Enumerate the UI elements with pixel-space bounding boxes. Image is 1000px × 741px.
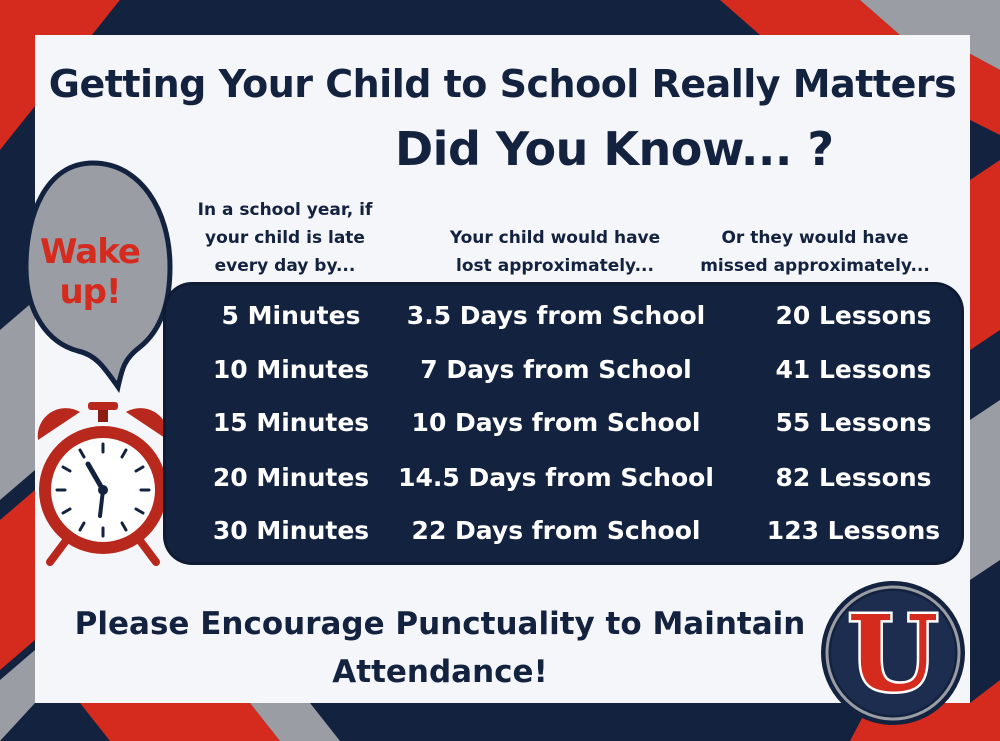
late-cell: 30 Minutes — [212, 516, 370, 545]
lessons-cell: 55 Lessons — [775, 408, 932, 437]
column-header-late: In a school year, if your child is late every day by... — [197, 200, 373, 276]
lessons-cell: 123 Lessons — [766, 516, 941, 545]
page-title: Getting Your Child to School Really Matters — [48, 62, 957, 106]
column-header-lessons-missed: Or they would have missed approximately... — [700, 228, 930, 276]
table-row — [166, 345, 961, 395]
late-cell: 20 Minutes — [212, 463, 370, 492]
alarm-clock-icon — [28, 398, 178, 570]
lessons-cell: 41 Lessons — [775, 355, 932, 384]
days-cell: 10 Days from School — [411, 408, 701, 437]
table-row — [166, 291, 961, 341]
days-cell: 3.5 Days from School — [406, 301, 706, 330]
late-cell: 10 Minutes — [212, 355, 370, 384]
logo-letter: U — [847, 592, 939, 715]
days-cell: 14.5 Days from School — [398, 463, 714, 492]
table-row — [166, 453, 961, 503]
lessons-cell: 82 Lessons — [775, 463, 932, 492]
days-cell: 7 Days from School — [420, 355, 692, 384]
lessons-cell: 20 Lessons — [775, 301, 932, 330]
days-cell: 22 Days from School — [411, 516, 701, 545]
wake-up-text: Wake up! — [40, 232, 140, 312]
school-logo-icon — [815, 578, 970, 728]
footer-message: Please Encourage Punctuality to Maintain Attendance! — [74, 606, 806, 690]
table-row — [166, 506, 961, 556]
late-cell: 15 Minutes — [212, 408, 370, 437]
attendance-table — [166, 285, 961, 562]
late-cell: 5 Minutes — [221, 301, 361, 330]
column-header-days-lost: Your child would have lost approximately... — [449, 228, 661, 276]
table-row — [166, 398, 961, 448]
page-subtitle: Did You Know... ? — [395, 122, 834, 176]
